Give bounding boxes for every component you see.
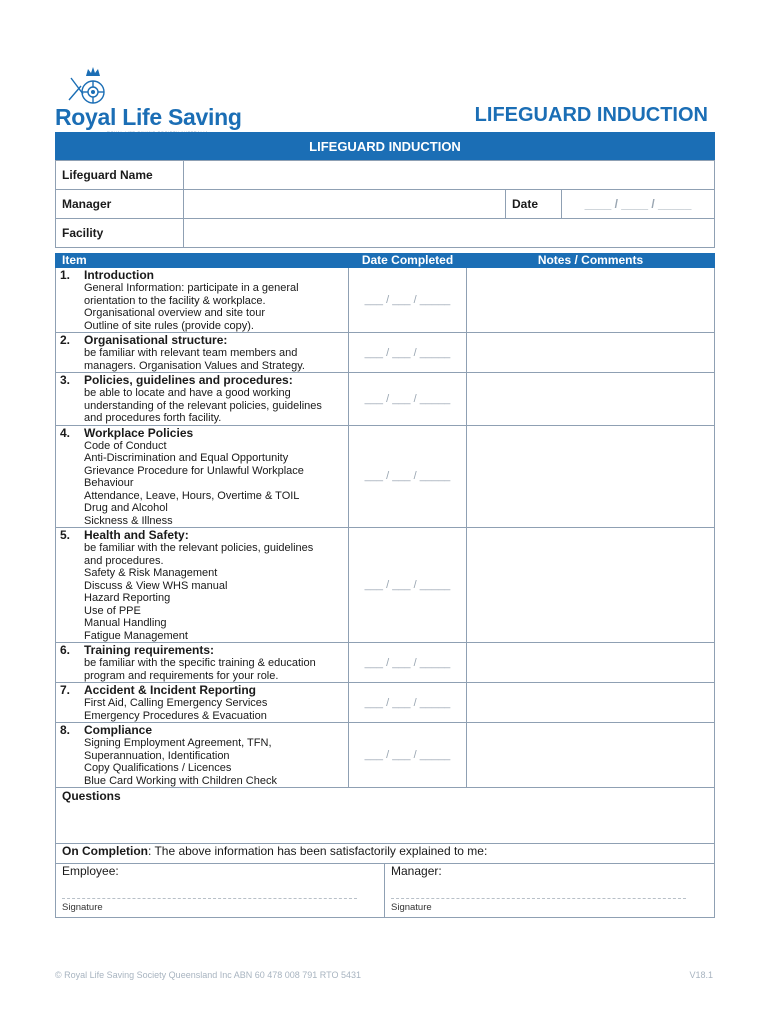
date-label: Date [506, 190, 562, 219]
section-detail-line: General Information: participate in a general [84, 282, 299, 294]
section-detail-line: be familiar with the specific training & education [84, 657, 316, 669]
section-heading [60, 683, 344, 697]
notes-column-header: Notes / Comments [467, 254, 715, 268]
section-detail-line: First Aid, Calling Emergency Services [84, 697, 268, 709]
section-heading [60, 643, 344, 657]
section-detail-line: program and requirements for your role. [84, 669, 279, 682]
questions-label: Questions [62, 789, 121, 803]
facility-label: Facility [56, 219, 184, 248]
section-number: 6. [60, 643, 71, 657]
on-completion-statement [56, 844, 715, 864]
table-row [56, 528, 715, 643]
notes-field[interactable] [467, 723, 715, 788]
date-completed-field[interactable]: ___ / ___ / _____ [349, 268, 467, 333]
induction-form-header [55, 132, 715, 248]
table-row [56, 268, 715, 333]
form-banner: LIFEGUARD INDUCTION [55, 132, 715, 160]
section-heading [60, 723, 344, 737]
date-completed-column-header: Date Completed [349, 254, 467, 268]
notes-field[interactable] [467, 683, 715, 723]
induction-items-table [55, 253, 715, 788]
section-detail-line: Copy Qualifications / Licences [84, 762, 232, 774]
notes-field[interactable] [467, 643, 715, 683]
footer-copyright: © Royal Life Saving Society Queensland Inc ABN 60 478 008 791 RTO 5431 [55, 970, 361, 980]
notes-field[interactable] [467, 268, 715, 333]
section-detail-line: Grievance Procedure for Unlawful Workplace [84, 464, 304, 477]
item-cell [56, 268, 349, 333]
section-detail-line: be familiar with the relevant policies, guidelines [84, 542, 314, 554]
section-heading [60, 373, 344, 387]
section-detail-line: managers. Organisation Values and Strategy. [84, 359, 305, 372]
section-detail-line: Code of Conduct [84, 439, 167, 452]
table-row [56, 333, 715, 373]
footer-version: V18.1 [689, 970, 713, 980]
lifeguard-name-label: Lifeguard Name [56, 161, 184, 190]
section-detail-line: and procedures forth facility. [84, 412, 222, 424]
date-completed-field[interactable]: ___ / ___ / _____ [349, 643, 467, 683]
section-detail-line: Blue Card Working with Children Check [84, 774, 277, 787]
completion-table [55, 787, 715, 918]
item-cell [56, 373, 349, 426]
item-cell [56, 683, 349, 723]
date-completed-field[interactable]: ___ / ___ / _____ [349, 723, 467, 788]
lifeguard-name-field[interactable] [184, 161, 715, 190]
section-title: Workplace Policies [84, 425, 194, 440]
item-column-header: Item [56, 254, 349, 268]
date-completed-field[interactable]: ___ / ___ / _____ [349, 333, 467, 373]
employee-label: Employee: [62, 864, 119, 878]
item-cell [56, 333, 349, 373]
date-completed-field[interactable]: ___ / ___ / _____ [349, 683, 467, 723]
table-row [56, 373, 715, 426]
item-cell [56, 723, 349, 788]
document-title: LIFEGUARD INDUCTION [474, 104, 708, 126]
employee-signature-line[interactable] [62, 898, 357, 899]
date-completed-field[interactable]: ___ / ___ / _____ [349, 425, 467, 528]
section-detail-line: Superannuation, Identification [84, 749, 230, 762]
section-detail-line: understanding of the relevant policies, guidelines [84, 399, 322, 412]
section-detail-line: Attendance, Leave, Hours, Overtime & TOIL [84, 489, 300, 502]
logo-wordmark: Royal Life Saving [55, 104, 242, 130]
section-detail-line: orientation to the facility & workplace. [84, 294, 266, 307]
section-title: Introduction [84, 268, 154, 282]
manager-signature-label: Signature [391, 902, 432, 913]
item-cell [56, 425, 349, 528]
section-detail-line: Sickness & Illness [84, 514, 173, 527]
on-completion-text: : The above information has been satisfactorily explained to me: [148, 844, 488, 858]
royal-life-saving-logo [55, 64, 255, 132]
section-detail-line: Fatigue Management [84, 629, 188, 642]
table-row [56, 643, 715, 683]
notes-field[interactable] [467, 425, 715, 528]
date-completed-field[interactable]: ___ / ___ / _____ [349, 373, 467, 426]
section-title: Organisational structure: [84, 333, 228, 347]
section-number: 4. [60, 425, 71, 440]
section-number: 8. [60, 723, 71, 737]
section-detail-line: Safety & Risk Management [84, 567, 218, 579]
section-heading [60, 528, 344, 542]
manager-field[interactable] [184, 190, 506, 219]
section-heading [60, 426, 344, 440]
section-detail-line: Manual Handling [84, 617, 167, 629]
manager-label: Manager [56, 190, 184, 219]
notes-field[interactable] [467, 373, 715, 426]
section-title: Compliance [84, 723, 153, 737]
section-heading [60, 333, 344, 347]
section-detail-line: be able to locate and have a good working [84, 387, 291, 399]
section-detail-line: Hazard Reporting [84, 592, 171, 604]
questions-field[interactable] [56, 788, 715, 844]
on-completion-bold: On Completion [62, 844, 148, 858]
notes-field[interactable] [467, 528, 715, 643]
table-row [56, 683, 715, 723]
manager-signature-line[interactable] [391, 898, 686, 899]
section-detail-line: Drug and Alcohol [84, 502, 168, 514]
notes-field[interactable] [467, 333, 715, 373]
table-row [56, 723, 715, 788]
section-detail-line: be familiar with relevant team members and [84, 347, 298, 359]
section-detail-line: Emergency Procedures & Evacuation [84, 709, 267, 722]
section-title: Accident & Incident Reporting [84, 683, 257, 697]
section-detail-line: Anti-Discrimination and Equal Opportunity [84, 452, 289, 464]
section-detail-line: Discuss & View WHS manual [84, 579, 228, 592]
section-number: 1. [60, 268, 71, 282]
section-number: 2. [60, 333, 71, 347]
employee-signature-cell[interactable] [56, 864, 385, 918]
section-title: Policies, guidelines and procedures: [84, 373, 293, 387]
employee-signature-label: Signature [62, 902, 103, 913]
date-completed-field[interactable]: ___ / ___ / _____ [349, 528, 467, 643]
section-detail-line: Outline of site rules (provide copy). [84, 319, 254, 332]
section-detail-line: Use of PPE [84, 604, 141, 617]
manager-signature-cell[interactable] [385, 864, 715, 918]
section-detail-line: Signing Employment Agreement, TFN, [84, 737, 272, 749]
section-detail-line: Behaviour [84, 477, 134, 489]
item-cell [56, 528, 349, 643]
section-number: 7. [60, 683, 71, 697]
table-row [56, 425, 715, 528]
section-number: 5. [60, 528, 71, 542]
section-heading [60, 268, 344, 282]
section-detail-line: Organisational overview and site tour [84, 307, 265, 319]
section-detail-line: and procedures. [84, 554, 164, 567]
section-title: Health and Safety: [84, 528, 189, 542]
manager-sig-label: Manager: [391, 864, 442, 878]
personal-info-table [55, 160, 715, 248]
item-cell [56, 643, 349, 683]
section-title: Training requirements: [84, 643, 215, 657]
date-field[interactable]: ____ / ____ / _____ [562, 190, 715, 219]
facility-field[interactable] [184, 219, 715, 248]
section-number: 3. [60, 373, 71, 387]
